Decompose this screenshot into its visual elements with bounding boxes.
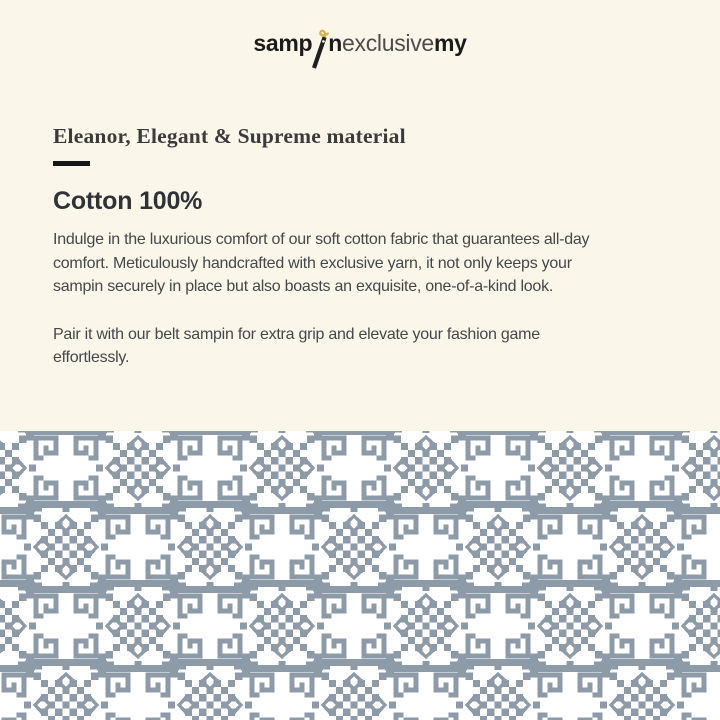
songket-pattern-band — [0, 431, 720, 720]
logo-text-my: my — [433, 30, 467, 56]
product-heading: Cotton 100% — [53, 187, 203, 215]
paragraph-line: Indulge in the luxurious comfort of our soft cotton fabric that guarantees all-day — [53, 231, 590, 248]
paragraph-line: comfort. Meticulously handcrafted with exclusive yarn, it not only keeps your — [53, 254, 572, 272]
logo-text-exclusive: exclusive — [342, 30, 434, 56]
paragraph-line: Pair it with our belt sampin for extra grip and elevate your fashion game — [53, 325, 540, 343]
description-paragraph-1 — [53, 228, 680, 299]
logo-text-n: n — [328, 30, 343, 56]
needle-thread-icon — [310, 28, 330, 69]
brand-logo — [0, 0, 720, 63]
section-title: Eleanor, Elegant & Supreme material — [53, 124, 406, 148]
paragraph-line: effortlessly. — [53, 349, 130, 366]
description-paragraph-2 — [53, 323, 680, 370]
content-block — [0, 123, 720, 370]
gold-thread-curl — [321, 31, 329, 38]
needle-eye — [322, 40, 325, 43]
logo-text-samp: samp — [253, 30, 313, 56]
songket-pattern-graphic — [0, 431, 720, 720]
title-underline-divider — [53, 161, 90, 166]
paragraph-line: sampin securely in place but also boasts an exquisite, one-of-a-kind look. — [53, 278, 554, 295]
